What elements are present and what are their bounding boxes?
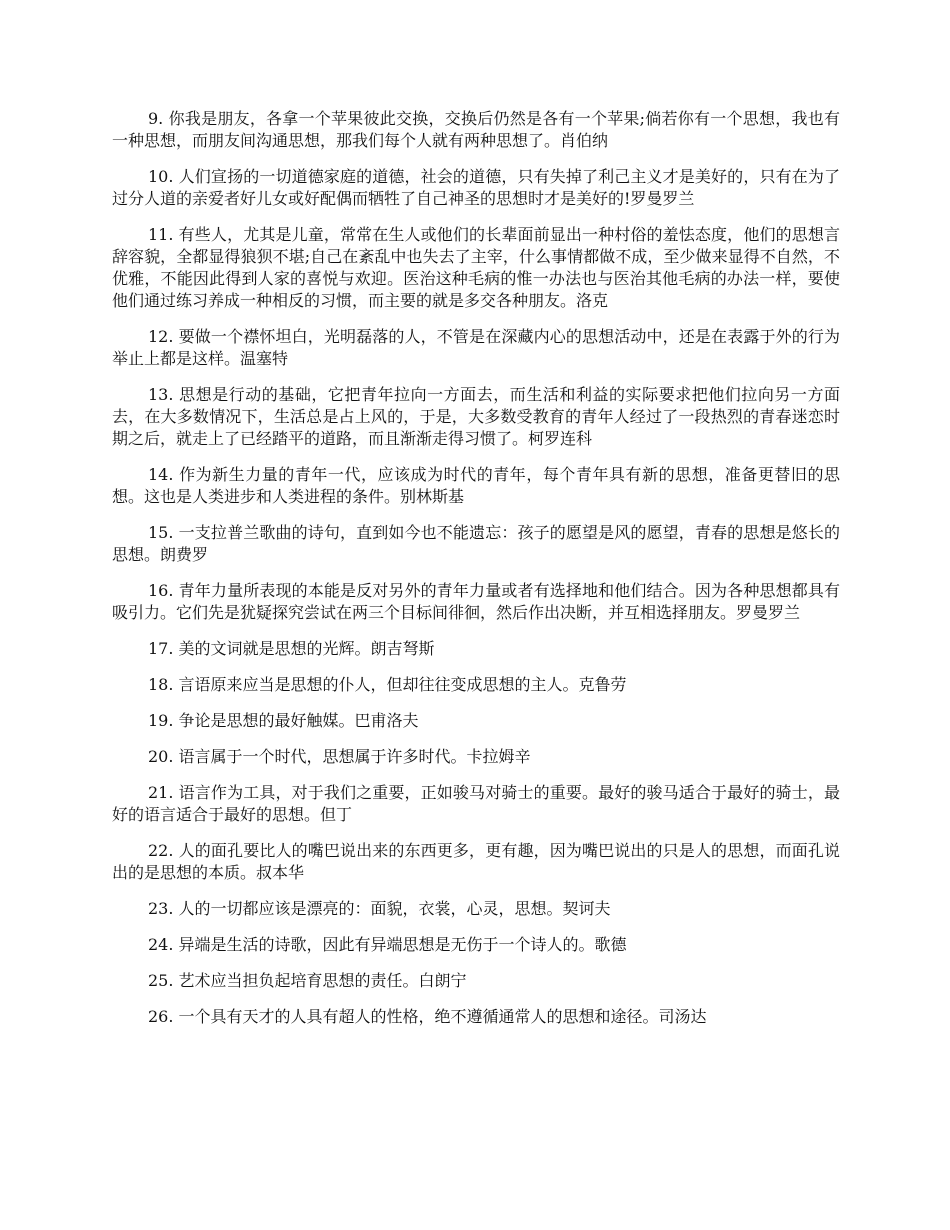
quote-paragraph-25: 25. 艺术应当担负起培育思想的责任。白朗宁 (148, 971, 467, 990)
quote-paragraph-21: 21. 语言作为工具，对于我们之重要，正如骏马对骑士的重要。最好的骏马适合于最好的骑士，最好的语言适合于最好的思想。但丁 (112, 783, 840, 824)
quote-paragraph-26: 26. 一个具有天才的人具有超人的性格，绝不遵循通常人的思想和途径。司汤达 (148, 1007, 707, 1026)
quote-paragraph-18: 18. 言语原来应当是思想的仆人，但却往往变成思想的主人。克鲁劳 (148, 675, 627, 694)
quote-paragraph-12: 12. 要做一个襟怀坦白，光明磊落的人，不管是在深藏内心的思想活动中，还是在表露于外的行为举止上都是这样。温塞特 (112, 327, 840, 368)
quote-paragraph-10: 10. 人们宣扬的一切道德家庭的道德，社会的道德，只有失掉了利己主义才是美好的，只有在为了过分人道的亲爱者好儿女或好配偶而牺牲了自己神圣的思想时才是美好的!罗曼罗兰 (112, 167, 840, 208)
quote-paragraph-15: 15. 一支拉普兰歌曲的诗句，直到如今也不能遗忘：孩子的愿望是风的愿望，青春的思想是悠长的思想。朗费罗 (112, 523, 840, 564)
quote-paragraph-22: 22. 人的面孔要比人的嘴巴说出来的东西更多，更有趣，因为嘴巴说出的只是人的思想，而面孔说出的是思想的本质。叔本华 (112, 841, 840, 882)
quote-paragraph-13: 13. 思想是行动的基础，它把青年拉向一方面去，而生活和利益的实际要求把他们拉向另一方面去，在大多数情况下，生活总是占上风的，于是，大多数受教育的青年人经过了一段热烈的青春迷恋时期之后，就走上了已经踏平的道路，而且渐渐走得习惯了。柯罗连科 (112, 385, 840, 448)
quote-paragraph-24: 24. 异端是生活的诗歌，因此有异端思想是无伤于一个诗人的。歌德 (148, 935, 627, 954)
quote-paragraph-17: 17. 美的文词就是思想的光辉。朗吉弩斯 (148, 639, 435, 658)
quote-paragraph-9: 9. 你我是朋友，各拿一个苹果彼此交换，交换后仍然是各有一个苹果;倘若你有一个思想，我也有一种思想，而朋友间沟通思想，那我们每个人就有两种思想了。肖伯纳 (112, 109, 840, 150)
document-page (112, 108, 840, 1042)
quote-paragraph-20: 20. 语言属于一个时代，思想属于许多时代。卡拉姆辛 (148, 747, 531, 766)
quote-paragraph-14: 14. 作为新生力量的青年一代，应该成为时代的青年，每个青年具有新的思想，准备更替旧的思想。这也是人类进步和人类进程的条件。别林斯基 (112, 465, 840, 506)
quote-paragraph-11: 11. 有些人，尤其是儿童，常常在生人或他们的长辈面前显出一种村俗的羞怯态度，他们的思想言辞容貌，全都显得狼狈不堪;自己在紊乱中也失去了主宰，什么事情都做不成，至少做来显得不自然，不优雅，不能因此得到人家的喜悦与欢迎。医治这种毛病的惟一办法也与医治其他毛病的办法一样，要使他们通过练习养成一种相反的习惯，而主要的就是多交各种朋友。洛克 (112, 225, 840, 310)
quote-paragraph-23: 23. 人的一切都应该是漂亮的：面貌，衣裳，心灵，思想。契诃夫 (148, 899, 611, 918)
quote-paragraph-16: 16. 青年力量所表现的本能是反对另外的青年力量或者有选择地和他们结合。因为各种思想都具有吸引力。它们先是犹疑探究尝试在两三个目标间徘徊，然后作出决断，并互相选择朋友。罗曼罗兰 (112, 581, 840, 622)
quote-paragraph-19: 19. 争论是思想的最好触媒。巴甫洛夫 (148, 711, 419, 730)
